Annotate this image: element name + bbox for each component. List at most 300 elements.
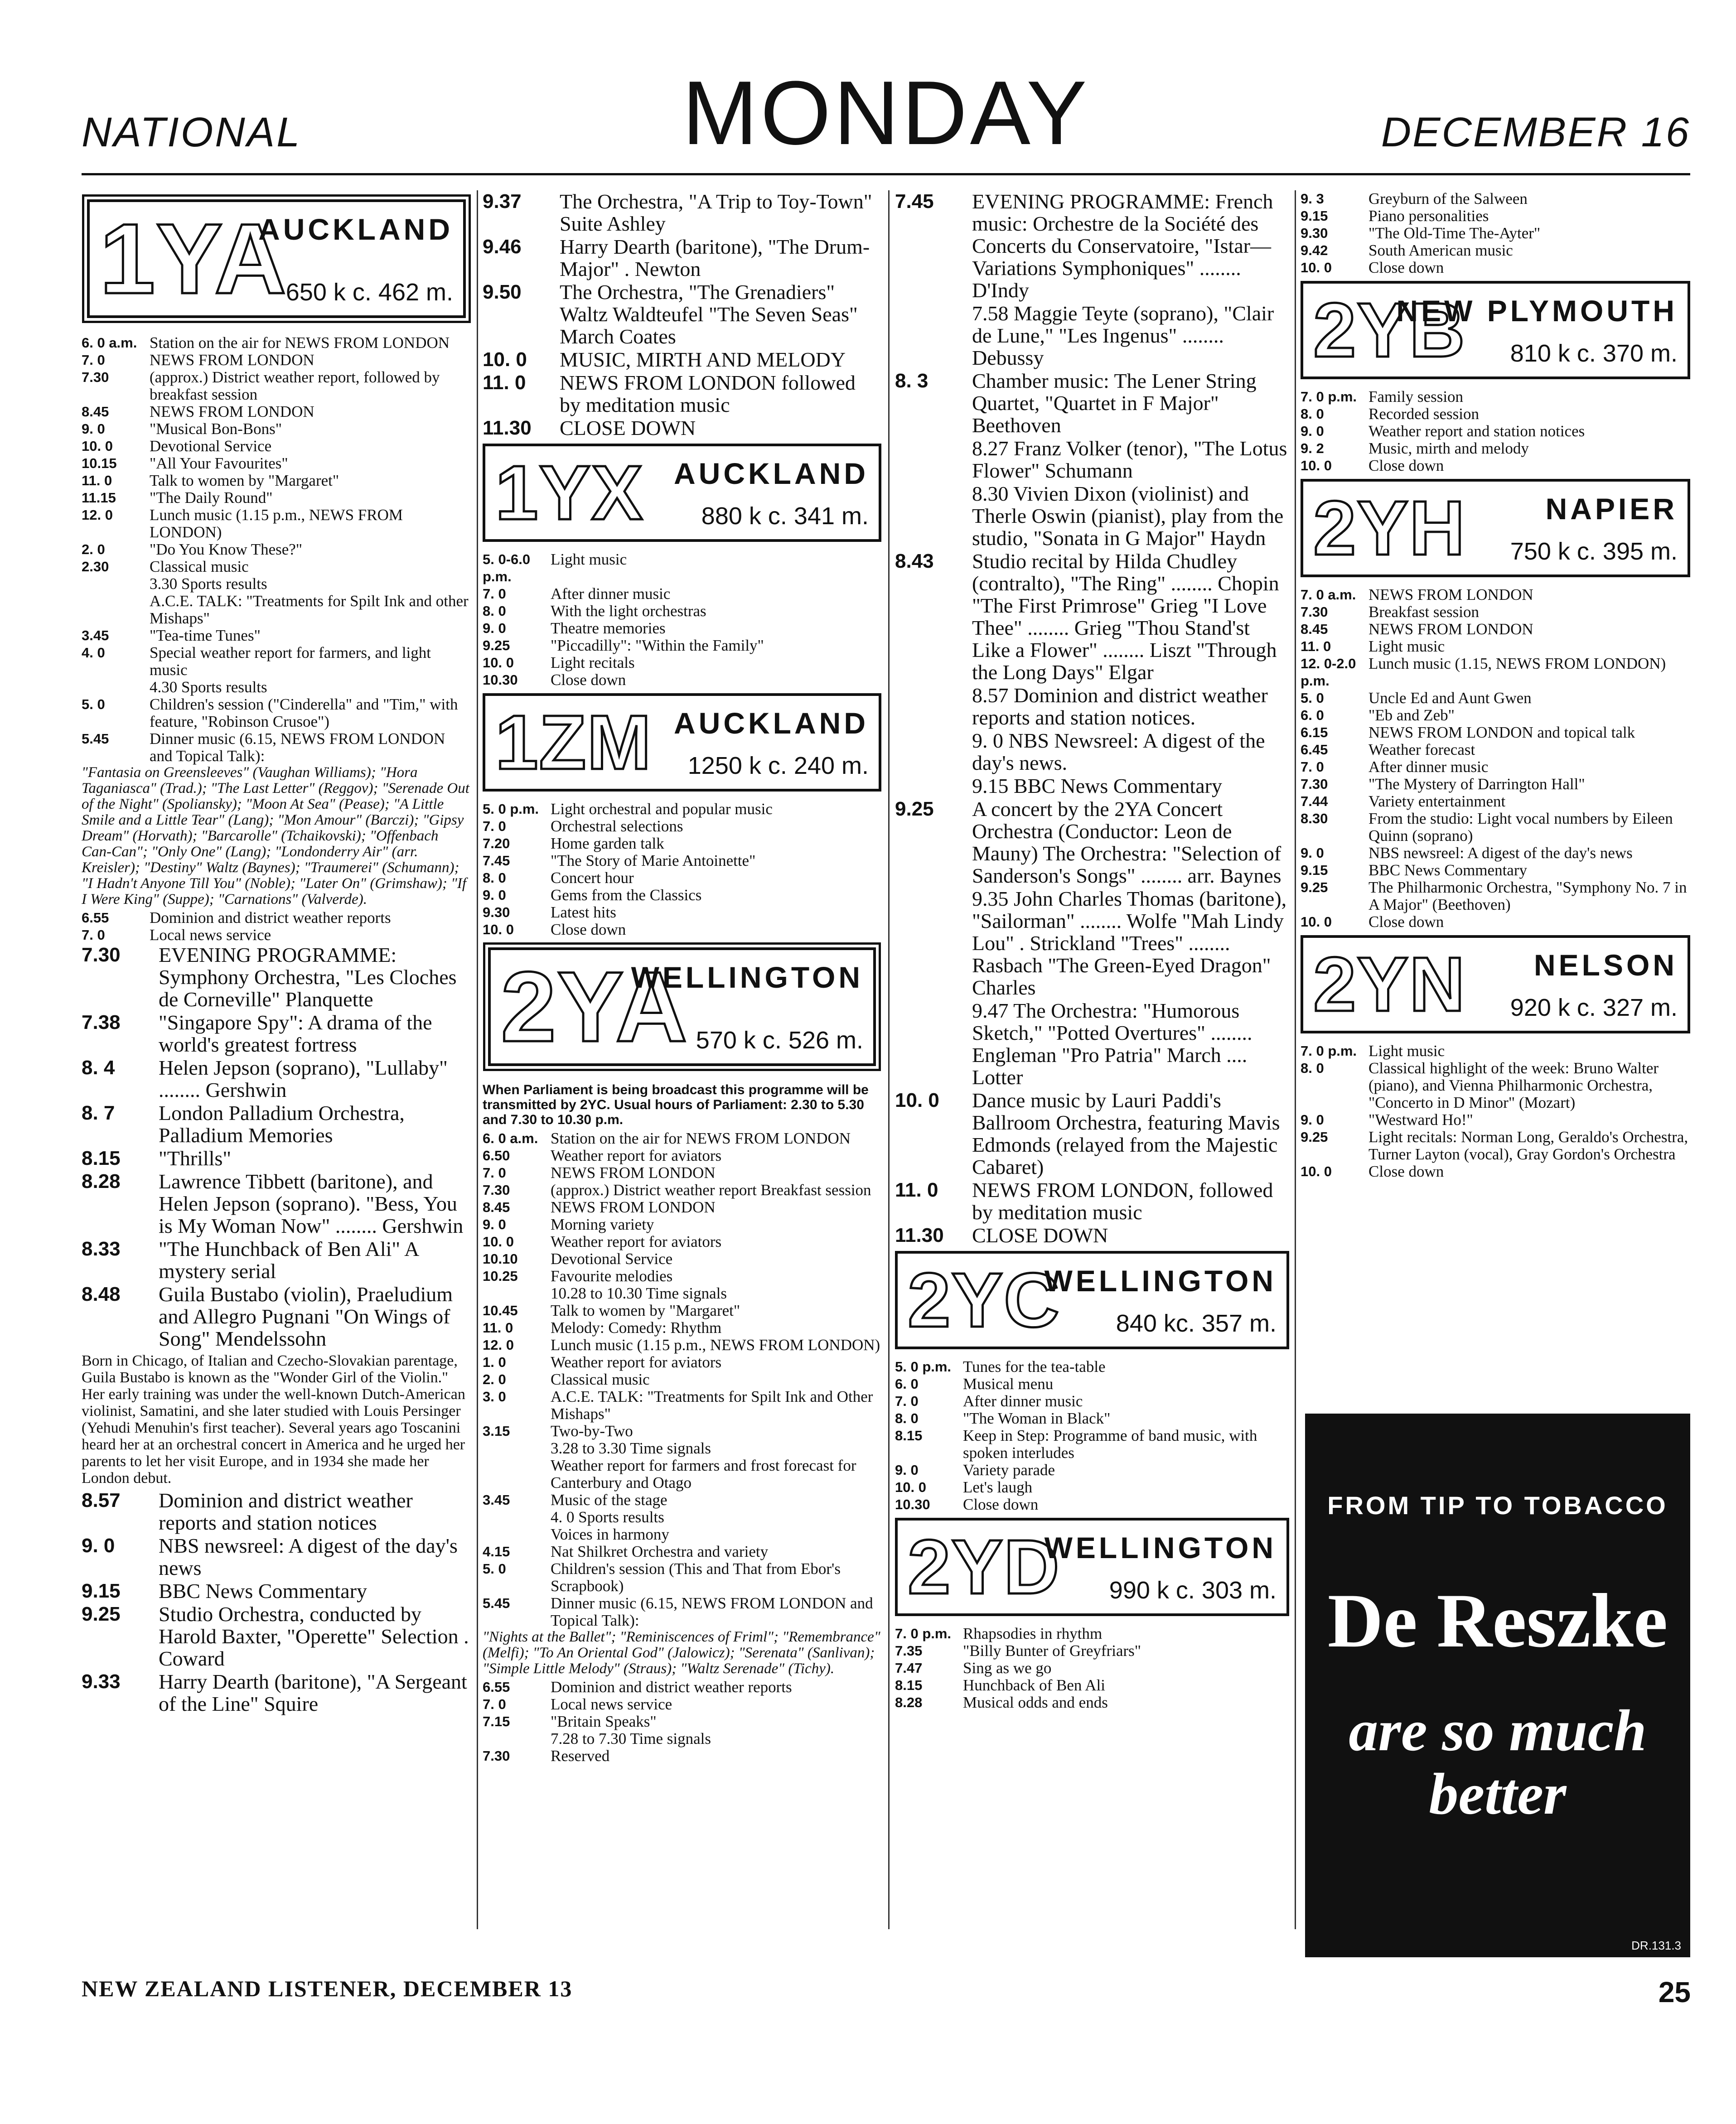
schedule-2ya-day	[483, 1130, 881, 1629]
entry-time: 9.42	[1301, 242, 1328, 258]
entry-time: 3. 0	[483, 1389, 506, 1405]
entry-time: 10. 0	[1301, 260, 1332, 275]
schedule-entry	[483, 551, 881, 585]
entry-description: "The Woman in Black"	[963, 1410, 1111, 1427]
schedule-entry	[483, 1302, 881, 1319]
parliament-note: When Parliament is being broadcast this programme will be transmitted by 2YC. Usual hours of Parliament: 2.30 to 5.30 and 7.30 to 10.30 p.m.	[483, 1082, 869, 1127]
entry-time: 10.30	[895, 1496, 930, 1512]
entry-description: Classical music	[551, 1371, 650, 1388]
entry-time: 7. 0	[82, 352, 105, 368]
entry-time: 9. 0	[82, 421, 105, 437]
entry-description: "Piccadilly": "Within the Family"	[551, 637, 764, 654]
entry-time: 9.46	[483, 236, 522, 258]
entry-time: 7.38	[82, 1011, 121, 1033]
schedule-entry	[1301, 1163, 1690, 1180]
schedule-entry	[483, 281, 881, 348]
entry-description: "The Mystery of Darrington Hall"	[1368, 775, 1585, 793]
entry-description: NEWS FROM LONDON	[1368, 586, 1533, 603]
station-city: WELLINGTON	[631, 961, 863, 994]
entry-time: 8.45	[1301, 621, 1328, 637]
schedule-entry	[895, 1694, 1289, 1711]
schedule-entry	[82, 1170, 471, 1237]
entry-description: Children's session ("Cinderella" and "Tim," with feature, "Robinson Crusoe")	[150, 695, 458, 730]
entry-time	[895, 888, 972, 999]
station-freq: 750 k c. 395 m.	[1510, 538, 1678, 565]
entry-description: Weather forecast	[1368, 741, 1475, 758]
entry-time: 8.45	[82, 404, 109, 420]
entry-time: 10. 0	[483, 1234, 514, 1250]
schedule-entry	[895, 1376, 1289, 1393]
schedule-entry	[483, 1147, 881, 1164]
schedule-entry	[1301, 603, 1690, 621]
entry-time: 8.28	[82, 1170, 121, 1192]
schedule-entry	[1301, 707, 1690, 724]
station-freq: 990 k c. 303 m.	[1109, 1577, 1277, 1604]
schedule-entry	[1301, 190, 1690, 208]
entry-description: EVENING PROGRAMME: Symphony Orchestra, "Les Cloches de Corneville" Planquette	[159, 943, 457, 1011]
entry-description: "The Story of Marie Antoinette"	[551, 852, 756, 869]
schedule-entry	[895, 684, 1289, 729]
schedule-1zm	[483, 801, 881, 938]
entry-time: 9. 0	[1301, 1112, 1324, 1128]
entry-description: 9.35 John Charles Thomas (baritone), "Sailorman" ........ Wolfe "Mah Lindy Lou" . Strickland "Trees" ........ Rasbach "The Green-Eyed Dragon" Charles	[972, 887, 1287, 999]
schedule-entry	[895, 1642, 1289, 1660]
entry-time: 8. 0	[895, 1410, 919, 1426]
entry-time: 7.35	[895, 1643, 923, 1659]
header-rule	[82, 173, 1690, 175]
entry-time: 9. 2	[1301, 440, 1324, 456]
schedule-entry	[483, 887, 881, 904]
entry-time: 9.25	[895, 798, 934, 820]
entry-time	[483, 1526, 551, 1543]
entry-description: Light music	[1368, 1042, 1445, 1060]
schedule-2ya-news	[483, 1679, 881, 1765]
schedule-1ya-news	[82, 909, 471, 944]
entry-description: Local news service	[551, 1695, 672, 1713]
entry-description: Lawrence Tibbett (baritone), and Helen Jepson (soprano). "Bess, You is My Woman Now" ........ Gershwin	[159, 1170, 464, 1237]
schedule-entry	[895, 1660, 1289, 1677]
page-number: 25	[1658, 1976, 1691, 2008]
station-banner-1zm	[483, 693, 881, 792]
entry-description: NEWS FROM LONDON	[551, 1164, 716, 1182]
station-banner-1ya	[87, 199, 466, 318]
schedule-entry	[483, 904, 881, 921]
entry-time: 7.30	[1301, 776, 1328, 792]
entry-time: 8.57	[82, 1489, 121, 1511]
entry-time: 6.50	[483, 1148, 510, 1163]
schedule-entry	[82, 1238, 471, 1282]
entry-description: BBC News Commentary	[159, 1579, 367, 1603]
entry-time: 10. 0	[1301, 1163, 1332, 1179]
schedule-entry	[82, 944, 471, 1010]
schedule-entry	[483, 1543, 881, 1560]
schedule-entry	[895, 437, 1289, 482]
schedule-entry	[895, 483, 1289, 549]
schedule-entry	[483, 1526, 881, 1543]
entry-time: 6.45	[1301, 742, 1328, 758]
schedule-entry	[82, 541, 471, 558]
entry-time: 9.37	[483, 190, 522, 212]
schedule-entry	[895, 1677, 1289, 1694]
entry-description: NEWS FROM LONDON	[1368, 620, 1533, 638]
station-freq: 1250 k c. 240 m.	[687, 752, 869, 779]
station-call: 2YD	[908, 1524, 1060, 1610]
schedule-2yd	[895, 1625, 1289, 1711]
schedule-entry	[483, 1388, 881, 1423]
entry-description: "Thrills"	[159, 1147, 232, 1170]
schedule-entry	[895, 370, 1289, 436]
column-2	[483, 190, 881, 1934]
entry-time: 11. 0	[483, 372, 526, 394]
entry-time: 9.25	[82, 1603, 121, 1625]
entry-description: "Billy Bunter of Greyfriars"	[963, 1642, 1141, 1660]
entry-description: A.C.E. TALK: "Treatments for Spilt Ink and other Mishaps"	[150, 592, 469, 627]
entry-description: The Philharmonic Orchestra, "Symphony No. 7 in A Major" (Beethoven)	[1368, 879, 1687, 913]
entry-description: Theatre memories	[551, 619, 666, 637]
entry-description: Hunchback of Ben Ali	[963, 1676, 1105, 1694]
entry-time: 9.33	[82, 1670, 121, 1693]
ad-brand: De Reszke	[1327, 1578, 1668, 1663]
station-call: 2YC	[908, 1257, 1060, 1343]
schedule-entry	[82, 627, 471, 644]
entry-description: Weather report for aviators	[551, 1147, 722, 1164]
schedule-entry	[82, 679, 471, 696]
dinner-music-list: "Nights at the Ballet"; "Reminiscences of Friml"; "Remembrance" (Melfi); "To An Oriental God" (Jalowicz); "Serenata" (Sanlivan); "Simple Little Melody" (Straus); "Waltz Serenade" (Tichy).	[483, 1629, 880, 1677]
schedule-entry	[1301, 776, 1690, 793]
schedule-entry	[1301, 440, 1690, 457]
entry-time: 7. 0 a.m.	[1301, 587, 1356, 603]
entry-description: Music, mirth and melody	[1368, 439, 1529, 457]
entry-time: 7.45	[895, 190, 934, 212]
schedule-entry	[1301, 225, 1690, 242]
entry-time	[483, 1730, 551, 1747]
entry-description: The Orchestra, "A Trip to Toy-Town" Suite Ashley	[560, 190, 872, 235]
entry-description: Variety parade	[963, 1461, 1055, 1479]
entry-description: "The Hunchback of Ben Ali" A mystery serial	[159, 1237, 418, 1283]
entry-time: 10.30	[483, 672, 518, 688]
station-banner-2yh	[1301, 479, 1690, 577]
entry-description: Close down	[1368, 1163, 1444, 1180]
entry-description: "Singapore Spy": A drama of the world's greatest fortress	[159, 1011, 432, 1056]
entry-time: 8.28	[895, 1694, 923, 1710]
dinner-music-list: "Fantasia on Greensleeves" (Vaughan Williams); "Hora Taganiasca" (Trad.); "The Last Letter" (Reggov); "Serenade Out of the Night" (Spoliansky); "Moon At Sea" (Pease); "A Little Smile and a Little Tear" (Lang); "Mon Amour" (Barczi); "Gipsy Dream" (Horvath); "Barcarolle" (Tchaikovski); "Offenbach Can-Can"; "Only One" (Lang); "Londonderry Air" (arr. Kreisler); "Destiny" Waltz (Baynes); "Traumerei" (Schumann); "I Hadn't Anyone Till You" (Noble); "Later On" (Grimshaw); "If I Were King" (Suppe); "Carnations" (Valverde).	[82, 764, 469, 908]
schedule-entry	[82, 1603, 471, 1670]
station-call: 1YX	[495, 450, 644, 536]
entry-description: Favourite melodies	[551, 1267, 673, 1285]
entry-time: 6. 0	[1301, 707, 1324, 723]
schedule-entry	[82, 334, 471, 352]
schedule-2ya-evening	[895, 190, 1289, 1246]
entry-time: 11. 0	[483, 1320, 513, 1336]
entry-time: 7.15	[483, 1714, 510, 1729]
schedule-entry	[483, 1268, 881, 1285]
entry-time: 10. 0	[483, 655, 514, 671]
entry-description: Family session	[1368, 388, 1464, 405]
station-call: 2YN	[1313, 941, 1466, 1028]
entry-description: Talk to women by "Margaret"	[150, 472, 339, 489]
schedule-entry	[483, 801, 881, 818]
schedule-entry	[82, 352, 471, 369]
entry-description: Musical menu	[963, 1375, 1054, 1393]
ad-tagline: FROM TIP TO TOBACCO	[1327, 1491, 1668, 1520]
entry-description: Voices in harmony	[551, 1525, 669, 1543]
schedule-entry	[483, 671, 881, 689]
entry-time: 9. 0	[483, 620, 506, 636]
entry-time	[895, 302, 972, 369]
station-city: NEW PLYMOUTH	[1396, 294, 1678, 328]
entry-time: 11. 0	[82, 473, 112, 488]
station-banner-1yx	[483, 444, 881, 542]
entry-description: Lunch music (1.15, NEWS FROM LONDON)	[1368, 655, 1666, 672]
entry-time: 9.15	[1301, 862, 1328, 878]
station-city: WELLINGTON	[1044, 1531, 1277, 1564]
entry-time: 6.55	[82, 910, 109, 926]
entry-time: 8. 0	[483, 603, 506, 619]
ad-slogan: are so much better	[1349, 1698, 1647, 1827]
entry-time	[82, 679, 150, 696]
header-date: DECEMBER 16	[1381, 109, 1690, 155]
schedule-1ya-day	[82, 334, 471, 765]
tobacco-advertisement	[1305, 1414, 1690, 1957]
artist-biography: Born in Chicago, of Italian and Czecho-Slovakian parentage, Guila Bustabo is known as the "Wonder Girl of the Violin." Her early training was under the well-known Dutch-American violinist, Samatini, and she later studied with Louis Persinger (Yehudi Menuhin's first teacher). Several years ago Toscanini heard her at an orchestral concert in America and he urged her parents to let her visit Europe, and in 1934 she made her London debut.	[82, 1352, 465, 1487]
entry-description: London Palladium Orchestra, Palladium Memories	[159, 1101, 405, 1147]
entry-description: Let's laugh	[963, 1478, 1033, 1496]
entry-time: 12. 0-2.0 p.m.	[1301, 656, 1356, 689]
entry-time: 8.15	[895, 1677, 923, 1693]
schedule-entry	[483, 417, 881, 439]
entry-description: "Tea-time Tunes"	[150, 627, 261, 644]
schedule-entry	[483, 869, 881, 887]
schedule-entry	[1301, 621, 1690, 638]
entry-description: Morning variety	[551, 1216, 654, 1233]
schedule-entry	[483, 1595, 881, 1629]
schedule-entry	[483, 637, 881, 654]
schedule-entry	[1301, 638, 1690, 655]
schedule-entry	[1301, 208, 1690, 225]
entry-time: 10. 0	[483, 922, 514, 937]
entry-description: 4. 0 Sports results	[551, 1508, 664, 1526]
schedule-entry	[1301, 655, 1690, 690]
entry-time: 9.50	[483, 281, 522, 303]
schedule-entry	[895, 1410, 1289, 1427]
entry-description: Music of the stage	[551, 1491, 667, 1509]
schedule-entry	[1301, 405, 1690, 423]
schedule-entry	[82, 1147, 471, 1169]
entry-description: NBS newsreel: A digest of the day's news	[159, 1534, 458, 1579]
entry-time: 7.45	[483, 853, 510, 869]
schedule-entry	[1301, 1111, 1690, 1129]
ad-code: DR.131.3	[1631, 1939, 1681, 1952]
schedule-entry	[82, 369, 471, 403]
schedule-entry	[895, 1496, 1289, 1513]
publication-name: NEW ZEALAND LISTENER, DECEMBER 13	[82, 1976, 573, 2001]
station-freq: 810 k c. 370 m.	[1510, 340, 1678, 367]
schedule-entry	[82, 927, 471, 944]
entry-description: MUSIC, MIRTH AND MELODY	[560, 348, 846, 371]
entry-description: Local news service	[150, 926, 271, 944]
schedule-entry	[895, 1089, 1289, 1178]
entry-time: 11. 0	[1301, 638, 1331, 654]
schedule-entry	[82, 909, 471, 927]
entry-time: 10. 0	[483, 348, 527, 371]
station-city: NAPIER	[1545, 492, 1678, 526]
entry-description: Piano personalities	[1368, 207, 1489, 225]
entry-time: 9. 0	[1301, 845, 1324, 861]
entry-description: Lunch music (1.15 p.m., NEWS FROM LONDON)	[150, 506, 403, 541]
entry-time: 8.33	[82, 1238, 121, 1260]
entry-description: Sing as we go	[963, 1659, 1052, 1677]
schedule-entry	[82, 1283, 471, 1350]
entry-time: 5. 0	[82, 696, 105, 712]
entry-description: Latest hits	[551, 903, 616, 921]
schedule-entry	[82, 575, 471, 593]
schedule-entry	[483, 1457, 881, 1492]
entry-description: 3.30 Sports results	[150, 575, 267, 593]
station-banner-2yc	[895, 1251, 1289, 1349]
schedule-entry	[895, 729, 1289, 774]
entry-description: Station on the air for NEWS FROM LONDON	[150, 334, 450, 352]
entry-time: 8.15	[82, 1147, 121, 1169]
schedule-entry	[1301, 1129, 1690, 1163]
schedule-entry	[483, 1371, 881, 1388]
entry-description: Light music	[551, 550, 627, 568]
entry-time: 10.25	[483, 1268, 518, 1284]
entry-time	[895, 999, 972, 1088]
schedule-entry	[1301, 690, 1690, 707]
schedule-entry	[483, 1130, 881, 1147]
entry-description: Close down	[551, 921, 626, 938]
entry-time: 8.45	[483, 1199, 510, 1215]
entry-description: NBS newsreel: A digest of the day's news	[1368, 844, 1633, 862]
schedule-column4-top	[1301, 190, 1690, 276]
entry-description: Gems from the Classics	[551, 886, 702, 904]
entry-time	[895, 483, 972, 549]
entry-description: BBC News Commentary	[1368, 861, 1527, 879]
column-divider	[477, 190, 478, 1929]
entry-description: Light music	[1368, 637, 1445, 655]
schedule-entry	[82, 593, 471, 627]
entry-description: NEWS FROM LONDON, followed by meditation music	[972, 1178, 1273, 1224]
entry-description: "Do You Know These?"	[150, 541, 303, 558]
schedule-entry	[82, 730, 471, 765]
entry-description: NEWS FROM LONDON	[150, 403, 314, 420]
entry-description: Devotional Service	[551, 1250, 673, 1268]
schedule-2yc	[895, 1358, 1289, 1513]
entry-time: 7. 0 p.m.	[895, 1626, 952, 1641]
entry-time: 3.15	[483, 1423, 510, 1439]
entry-description: Dominion and district weather reports and station notices	[159, 1489, 413, 1534]
entry-description: Children's session (This and That from Ebor's Scrapbook)	[551, 1560, 841, 1595]
entry-description: Studio recital by Hilda Chudley (contralto), "The Ring" ........ Chopin "The First Primrose" Grieg "I Love Thee" ........ Grieg "Thou Stand'st Like a Flower" ........ Liszt "Through the Long Days" Elgar	[972, 550, 1279, 684]
entry-time: 7. 0	[895, 1393, 919, 1409]
entry-description: Breakfast session	[1368, 603, 1479, 621]
schedule-entry	[82, 644, 471, 679]
entry-time: 10.15	[82, 455, 117, 471]
entry-description: 7.28 to 7.30 Time signals	[551, 1730, 711, 1747]
entry-time: 2. 0	[483, 1371, 506, 1387]
entry-description: A concert by the 2YA Concert Orchestra (Conductor: Leon de Mauny) The Orchestra: "Selection of Sanderson's Songs" ........ arr. Baynes	[972, 797, 1281, 887]
schedule-entry	[1301, 423, 1690, 440]
schedule-entry	[1301, 586, 1690, 603]
entry-time: 9.15	[1301, 208, 1328, 224]
entry-time: 8. 3	[895, 370, 928, 392]
schedule-entry	[895, 1358, 1289, 1376]
entry-time: 8.43	[895, 550, 934, 572]
entry-description: From the studio: Light vocal numbers by Eileen Quinn (soprano)	[1368, 810, 1673, 845]
schedule-entry	[82, 1580, 471, 1602]
schedule-entry	[483, 1730, 881, 1747]
schedule-entry	[1301, 457, 1690, 474]
schedule-entry	[1301, 793, 1690, 810]
entry-time	[82, 593, 150, 627]
schedule-entry	[483, 852, 881, 869]
entry-time: 11. 0	[895, 1179, 938, 1201]
entry-time: 9. 3	[1301, 191, 1324, 207]
entry-time: 5. 0	[483, 1561, 506, 1577]
column-divider	[888, 190, 890, 1929]
entry-description: Weather report for aviators	[551, 1353, 722, 1371]
entry-description: NEWS FROM LONDON followed by meditation music	[560, 371, 856, 416]
schedule-entry	[895, 775, 1289, 797]
schedule-entry	[895, 1462, 1289, 1479]
page-header	[82, 63, 1690, 186]
station-call: 2YA	[501, 951, 688, 1062]
entry-description: (approx.) District weather report Breakfast session	[551, 1181, 871, 1199]
entry-time: 11.15	[82, 490, 116, 506]
entry-description: Light recitals: Norman Long, Geraldo's Orchestra, Turner Layton (vocal), Gray Gordon's Orchestra	[1368, 1128, 1688, 1163]
entry-time: 5. 0-6.0 p.m.	[483, 551, 531, 584]
schedule-entry	[483, 1747, 881, 1765]
schedule-entry	[1301, 259, 1690, 276]
schedule-entry	[483, 1319, 881, 1337]
station-freq: 920 k c. 327 m.	[1510, 994, 1678, 1021]
entry-time: 9. 0	[82, 1535, 115, 1557]
entry-description: Studio Orchestra, conducted by Harold Baxter, "Operette" Selection . Coward	[159, 1603, 469, 1670]
entry-description: Two-by-Two	[551, 1422, 633, 1440]
entry-description: 8.30 Vivien Dixon (violinist) and Therle Oswin (pianist), play from the studio, "Sonata in G Major" Haydn	[972, 482, 1284, 550]
entry-description: "Musical Bon-Bons"	[150, 420, 282, 438]
entry-time	[483, 1457, 551, 1492]
entry-time: 5.45	[483, 1595, 510, 1611]
schedule-entry	[1301, 741, 1690, 758]
schedule-entry	[483, 348, 881, 371]
schedule-entry	[895, 798, 1289, 887]
entry-time: 8.30	[1301, 811, 1328, 826]
entry-time	[895, 775, 972, 797]
schedule-entry	[82, 1011, 471, 1056]
schedule-entry	[1301, 388, 1690, 405]
schedule-entry	[483, 1509, 881, 1526]
entry-description: Tunes for the tea-table	[963, 1358, 1106, 1376]
entry-time: 3.45	[483, 1492, 510, 1508]
entry-time	[483, 1285, 551, 1302]
entry-description: Guila Bustabo (violin), Praeludium and Allegro Pugnani "On Wings of Song" Mendelssohn	[159, 1283, 453, 1350]
schedule-1ya-evening	[82, 944, 471, 1350]
entry-time: 5. 0 p.m.	[483, 801, 539, 817]
schedule-entry	[895, 1427, 1289, 1462]
entry-time: 7.30	[483, 1182, 510, 1198]
schedule-entry	[1301, 758, 1690, 776]
entry-time: 8.48	[82, 1283, 121, 1305]
schedule-entry	[82, 438, 471, 455]
entry-description: Uncle Ed and Aunt Gwen	[1368, 689, 1532, 707]
entry-description: Station on the air for NEWS FROM LONDON	[551, 1130, 851, 1147]
entry-time: 7. 0	[483, 1696, 506, 1712]
entry-description: Greyburn of the Salween	[1368, 190, 1528, 208]
entry-description: A.C.E. TALK: "Treatments for Spilt Ink and Other Mishaps"	[551, 1388, 873, 1423]
entry-description: Concert hour	[551, 869, 634, 887]
schedule-entry	[483, 1679, 881, 1696]
